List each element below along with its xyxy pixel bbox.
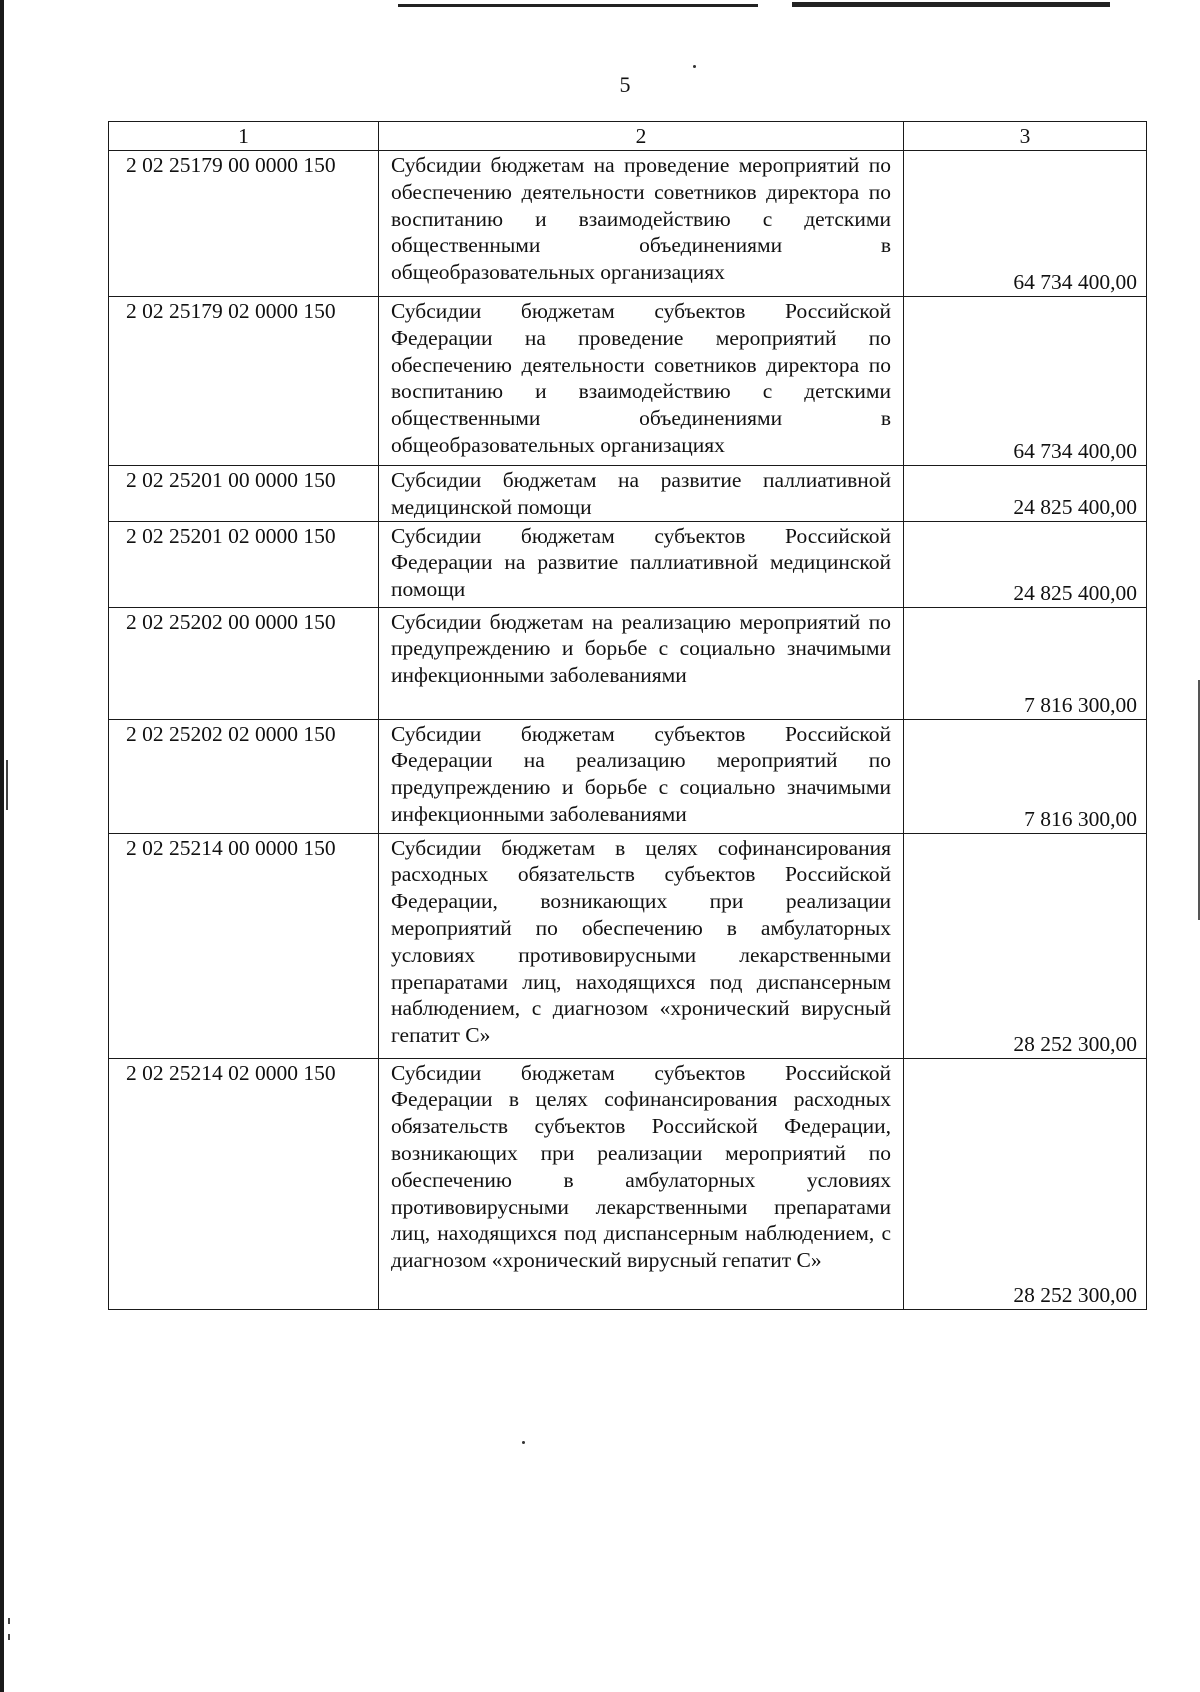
scan-edge-top — [398, 4, 758, 7]
budget-code: 2 02 25214 02 0000 150 — [109, 1058, 379, 1309]
budget-code: 2 02 25201 00 0000 150 — [109, 466, 379, 522]
description: Субсидии бюджетам субъектов Российской Федерации в целях софинансирования расходных обязательств субъектов Российской Федерации, возникающих при реализации мероприятий по обеспечению в амбулаторных условиях противовирусными лекарственными препаратами лиц, находящихся под диспансерным наблюдением, с диагнозом «хронический вирусный гепатит С» — [379, 1058, 904, 1309]
scan-edge-left — [0, 0, 4, 1692]
table-row — [109, 833, 1147, 1058]
description: Субсидии бюджетам на развитие паллиативной медицинской помощи — [379, 466, 904, 522]
description: Субсидии бюджетам в целях софинансирования расходных обязательств субъектов Российской Федерации, возникающих при реализации мероприятий по обеспечению в амбулаторных условиях противовирусными лекарственными препаратами лиц, находящихся под диспансерным наблюдением, с диагнозом «хронический вирусный гепатит С» — [379, 833, 904, 1058]
scan-speck — [522, 1441, 525, 1444]
budget-code: 2 02 25201 02 0000 150 — [109, 521, 379, 607]
budget-code: 2 02 25214 00 0000 150 — [109, 833, 379, 1058]
description: Субсидии бюджетам субъектов Российской Федерации на развитие паллиативной медицинской помощи — [379, 521, 904, 607]
page-number: 5 — [619, 72, 631, 97]
amount: 28 252 300,00 — [904, 1058, 1147, 1309]
table-row — [109, 151, 1147, 297]
column-header: 3 — [904, 122, 1147, 151]
amount: 7 816 300,00 — [904, 607, 1147, 719]
budget-table — [108, 121, 1147, 1310]
amount: 24 825 400,00 — [904, 521, 1147, 607]
description: Субсидии бюджетам субъектов Российской Федерации на проведение мероприятий по обеспечению деятельности советников директора по воспитанию и взаимодействию с детскими общественными объединениями в общеобразовательных организациях — [379, 297, 904, 466]
amount: 7 816 300,00 — [904, 719, 1147, 833]
table-row — [109, 1058, 1147, 1309]
amount: 24 825 400,00 — [904, 466, 1147, 522]
amount: 28 252 300,00 — [904, 833, 1147, 1058]
scan-mark — [8, 1634, 10, 1640]
budget-code: 2 02 25179 00 0000 150 — [109, 151, 379, 297]
table-row — [109, 521, 1147, 607]
budget-code: 2 02 25179 02 0000 150 — [109, 297, 379, 466]
amount: 64 734 400,00 — [904, 151, 1147, 297]
scan-edge-top — [792, 2, 1110, 7]
description: Субсидии бюджетам на реализацию мероприятий по предупреждению и борьбе с социально значимыми инфекционными заболеваниями — [379, 607, 904, 719]
amount: 64 734 400,00 — [904, 297, 1147, 466]
description: Субсидии бюджетам на проведение мероприятий по обеспечению деятельности советников директора по воспитанию и взаимодействию с детскими общественными объединениями в общеобразовательных организациях — [379, 151, 904, 297]
table-row — [109, 466, 1147, 522]
description: Субсидии бюджетам субъектов Российской Федерации на реализацию мероприятий по предупреждению и борьбе с социально значимыми инфекционными заболеваниями — [379, 719, 904, 833]
budget-code: 2 02 25202 02 0000 150 — [109, 719, 379, 833]
table-row — [109, 607, 1147, 719]
table-row — [109, 297, 1147, 466]
scan-mark — [6, 760, 8, 810]
table-row — [109, 719, 1147, 833]
column-header: 1 — [109, 122, 379, 151]
scan-speck — [693, 65, 696, 68]
scan-mark — [8, 1618, 10, 1624]
budget-code: 2 02 25202 00 0000 150 — [109, 607, 379, 719]
column-header: 2 — [379, 122, 904, 151]
table-header-row — [109, 122, 1147, 151]
